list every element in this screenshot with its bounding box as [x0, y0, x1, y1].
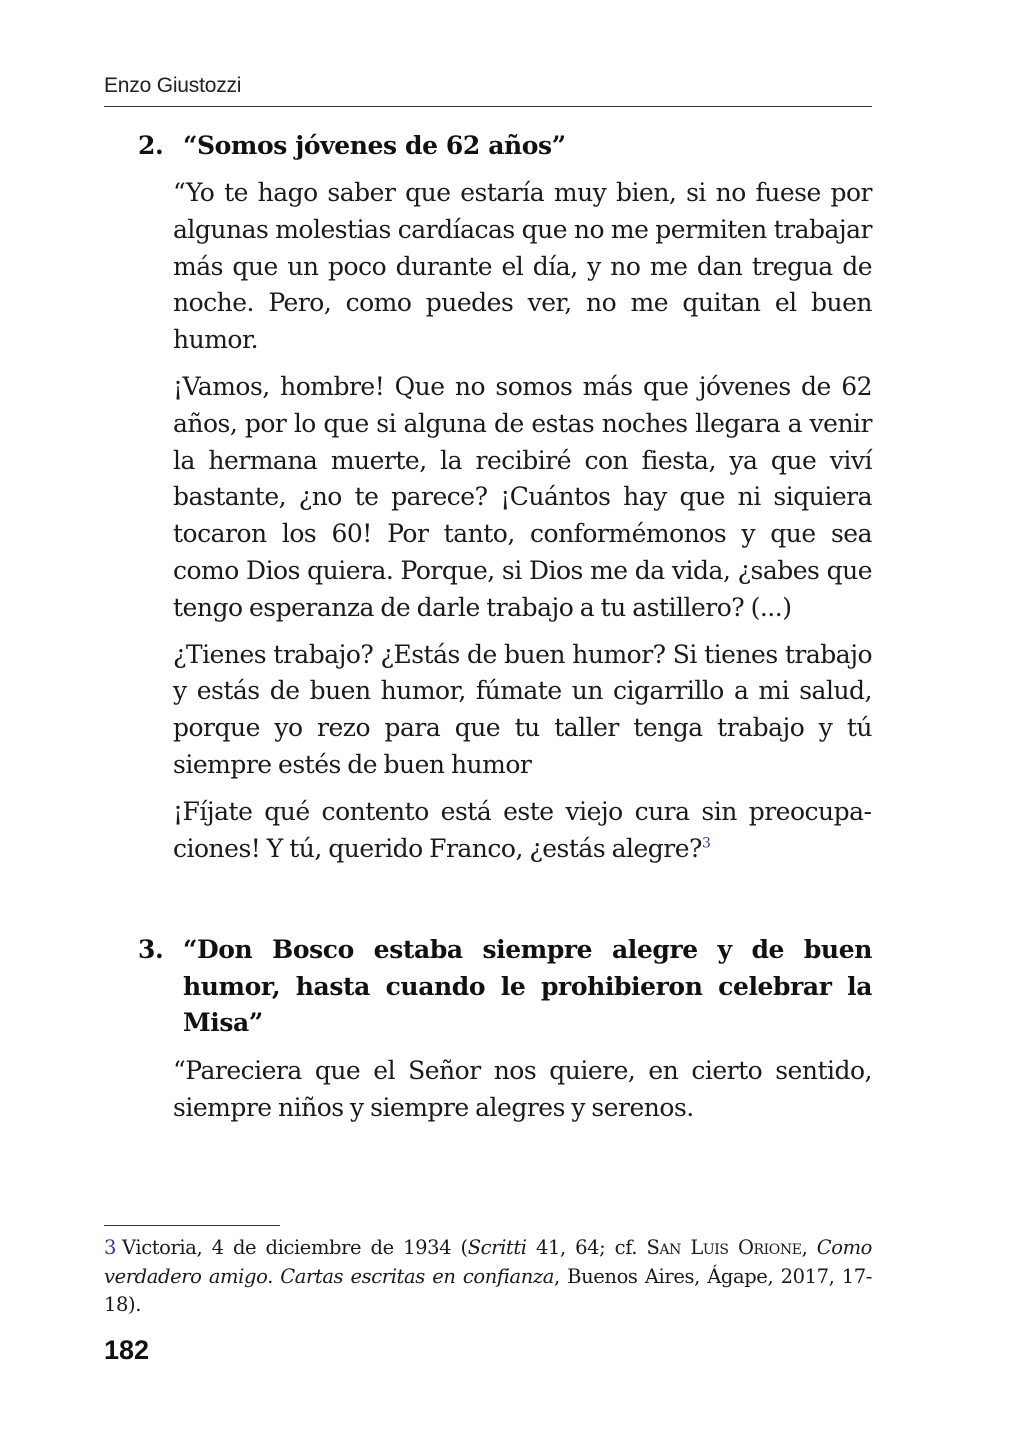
footnote — [104, 1234, 872, 1320]
paragraph: “Yo te hago saber que estaría muy bien, si no fuese por algunas molestias cardíacas que no me permiten trabajar más que un poco durante el día, y no me dan tregua de noche. Pero, como puedes ver, no me quitan el buen humor. — [173, 178, 872, 355]
footnote-reference-link[interactable]: 3 — [701, 835, 711, 852]
paragraph: ¡Vamos, hombre! Que no somos más que jóvenes de 62 años, por lo que si alguna de estas noches llegara a venir la hermana muerte, la recibiré con fiesta, ya que viví bastante, ¿no te parece? ¡Cuántos hay que ni siquiera tocaron los 60! Por tanto, conformémonos y que sea como Dios quiera. Porque, si Dios me da vida, ¿sabes que tengo esperanza de darle trabajo a tu astillero? (...) — [173, 371, 872, 622]
section-3-number: 3. — [138, 935, 164, 964]
paragraph-text: ¡Fíjate qué contento está este viejo cura sin preocupaciones! Y tú, querido Franco, ¿estás alegre? — [173, 796, 872, 863]
section-2-body — [173, 175, 872, 877]
footnote-text: Victoria, 4 de diciembre de 1934 ( — [122, 1236, 468, 1259]
paragraph: “Pareciera que el Señor nos quiere, en cierto sentido, siempre niños y siempre alegres y serenos. — [173, 1056, 872, 1122]
section-2-heading — [138, 128, 872, 165]
paragraph: ¿Tienes trabajo? ¿Estás de buen humor? Si tienes trabajo y estás de buen humor, fúmate un cigarrillo a mi salud, porque yo rezo para que tu taller tenga trabajo y tú siempre estés de buen humor — [173, 639, 872, 779]
section-3-title: “Don Bosco estaba siempre alegre y de buen humor, hasta cuando le prohibieron celebrar la Misa” — [183, 935, 872, 1037]
page-number: 182 — [104, 1335, 150, 1365]
footnote-number[interactable]: 3 — [104, 1236, 117, 1259]
header-rule — [104, 106, 872, 107]
footnote-text: 41, 64; cf. — [526, 1236, 647, 1259]
footnote-rule — [104, 1225, 280, 1226]
section-2-number: 2. — [138, 131, 164, 160]
section-3-body — [173, 1053, 872, 1137]
footnote-text: , — [801, 1236, 817, 1259]
section-3-heading — [138, 932, 872, 1042]
paragraph-with-footnote — [173, 794, 872, 868]
footnote-italic-title: Scritti — [467, 1236, 527, 1259]
footnote-book-title: Como verdadero amigo. Cartas escritas en confianza — [104, 1236, 873, 1288]
section-2-title: “Somos jóvenes de 62 años” — [183, 131, 566, 160]
running-head: Enzo Giustozzi — [104, 74, 242, 97]
footnote-author: San Luis Orione — [646, 1236, 802, 1259]
footnote-text: , Buenos Aires, Ágape, 2017, 17-18). — [104, 1264, 872, 1316]
